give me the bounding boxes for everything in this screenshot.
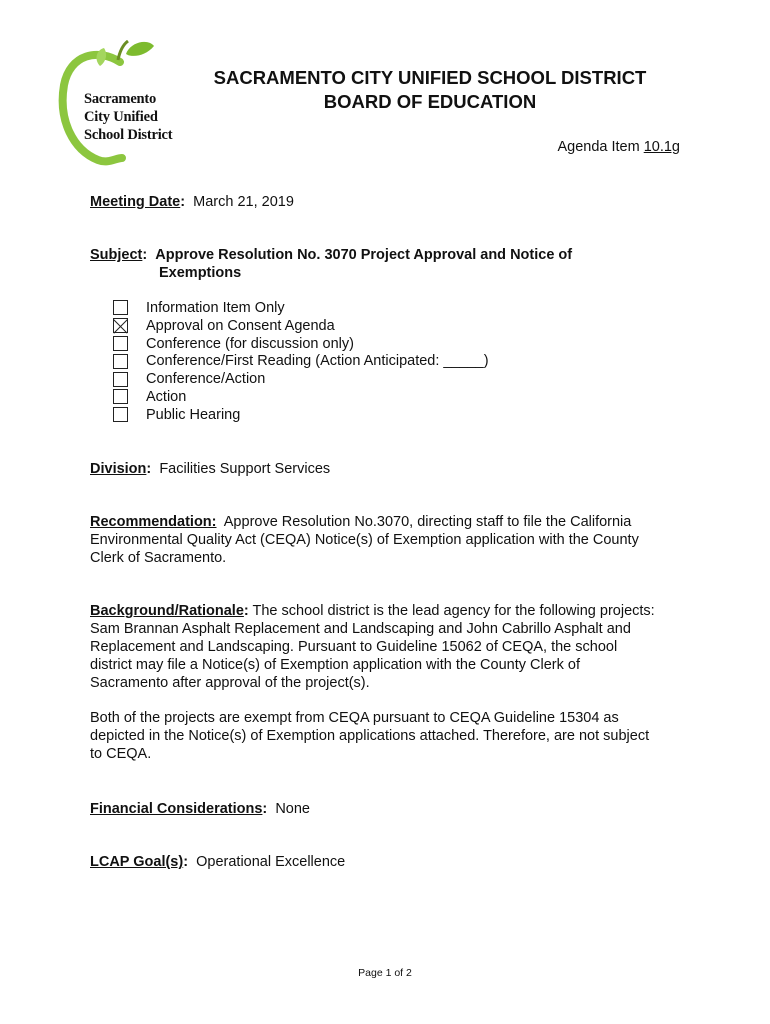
division-label: Division bbox=[90, 461, 147, 477]
checklist-label: Conference (for discussion only) bbox=[146, 335, 354, 352]
checklist-item bbox=[113, 370, 489, 388]
background-text: district may file a Notice(s) of Exemption application with the County Clerk of bbox=[90, 657, 580, 673]
checklist-label: Approval on Consent Agenda bbox=[146, 317, 335, 334]
board-title: BOARD OF EDUCATION bbox=[323, 91, 537, 112]
financial-considerations: Financial Considerations: None bbox=[90, 801, 310, 817]
background-label: Background/Rationale bbox=[90, 603, 244, 619]
agenda-item bbox=[557, 138, 680, 156]
meeting-date-value: March 21, 2019 bbox=[193, 194, 294, 210]
background-text: to CEQA. bbox=[90, 746, 152, 762]
subject-line2: Exemptions bbox=[159, 265, 242, 281]
agenda-type-checklist bbox=[113, 299, 489, 424]
recommendation-label: Recommendation: bbox=[90, 514, 217, 530]
district-title: SACRAMENTO CITY UNIFIED SCHOOL DISTRICT bbox=[213, 67, 647, 88]
division: Division: Facilities Support Services bbox=[90, 461, 331, 477]
checklist-item bbox=[113, 406, 489, 424]
checklist-item bbox=[113, 388, 489, 406]
recommendation-text: Clerk of Sacramento. bbox=[90, 550, 227, 566]
recommendation-text: Approve Resolution No.3070, directing staff to file the California bbox=[223, 514, 632, 530]
subject: Subject: Approve Resolution No. 3070 Project Approval and Notice of bbox=[90, 247, 573, 263]
background-text: The school district is the lead agency for the following projects: bbox=[252, 603, 655, 619]
checklist-label: Conference/Action bbox=[146, 371, 266, 388]
logo-line: Sacramento bbox=[84, 91, 157, 107]
division-value: Facilities Support Services bbox=[159, 461, 331, 477]
checklist-item bbox=[113, 299, 489, 317]
checkbox[interactable] bbox=[113, 300, 128, 315]
checkbox[interactable] bbox=[113, 372, 128, 387]
financial-value: None bbox=[275, 801, 310, 817]
district-logo bbox=[58, 40, 183, 168]
checklist-label: Information Item Only bbox=[146, 299, 285, 316]
background-text: depicted in the Notice(s) of Exemption applications attached. Therefore, are not subject bbox=[90, 728, 650, 744]
logo-line: City Unified bbox=[84, 109, 158, 125]
checklist-item bbox=[113, 317, 489, 335]
recommendation-text: Environmental Quality Act (CEQA) Notice(s) of Exemption application with the County bbox=[90, 532, 639, 548]
background-text: Sacramento after approval of the project(s). bbox=[90, 675, 370, 691]
checklist-item bbox=[113, 352, 489, 370]
checkbox[interactable] bbox=[113, 389, 128, 404]
background-text: Sam Brannan Asphalt Replacement and Landscaping and John Cabrillo Asphalt and bbox=[90, 621, 631, 637]
lcap-goals: LCAP Goal(s): Operational Excellence bbox=[90, 854, 346, 870]
checklist-item bbox=[113, 335, 489, 353]
subject-label: Subject bbox=[90, 247, 143, 263]
recommendation bbox=[90, 513, 690, 567]
checkbox[interactable] bbox=[113, 336, 128, 351]
lcap-value: Operational Excellence bbox=[196, 854, 346, 870]
background-paragraph-2 bbox=[90, 709, 690, 763]
meeting-date: Meeting Date: March 21, 2019 bbox=[90, 194, 294, 210]
agenda-number: 10.1g bbox=[643, 139, 680, 155]
lcap-label: LCAP Goal(s) bbox=[90, 854, 184, 870]
checklist-label: Action bbox=[146, 388, 187, 405]
agenda-label: Agenda Item bbox=[557, 139, 644, 155]
checklist-label: Public Hearing bbox=[146, 406, 241, 423]
checkbox-checked[interactable] bbox=[113, 318, 128, 333]
background-rationale: Background/Rationale: The school district is the lead agency for the following projects: Sam Brannan Asphalt Replacement and Landscaping and John Cabrillo Asphalt and Replacement and Landscaping. Pursuant to Guideline 15062 of CEQA, the school district may file a Notice(s) of Exemption application with the County Clerk of Sacramento after approval of the project(s). bbox=[90, 602, 690, 692]
financial-label: Financial Considerations bbox=[90, 801, 263, 817]
checkbox[interactable] bbox=[113, 354, 128, 369]
meeting-date-label: Meeting Date bbox=[90, 194, 181, 210]
page-number: Page 1 of 2 bbox=[358, 967, 412, 979]
checkbox[interactable] bbox=[113, 407, 128, 422]
logo-line: School District bbox=[84, 127, 173, 143]
subject-line1: Approve Resolution No. 3070 Project Approval and Notice of bbox=[155, 247, 573, 263]
background-text: Replacement and Landscaping. Pursuant to Guideline 15062 of CEQA, the school bbox=[90, 639, 618, 655]
background-text: Both of the projects are exempt from CEQA pursuant to CEQA Guideline 15304 as bbox=[90, 710, 619, 726]
checklist-label: Conference/First Reading (Action Anticipated: _____) bbox=[146, 353, 489, 370]
